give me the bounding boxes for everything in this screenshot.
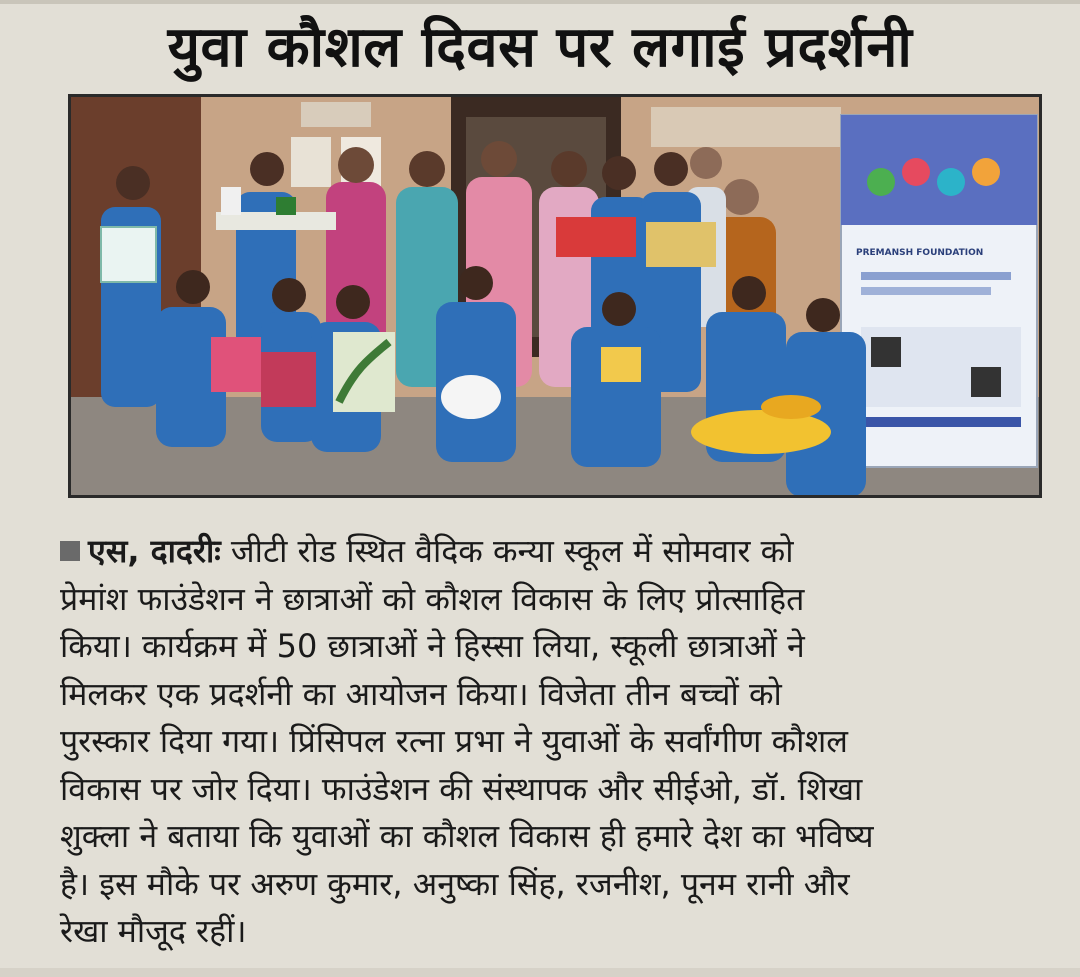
article-line-8: है। इस मौके पर अरुण कुमार, अनुष्का सिंह, रजनीश, पूनम रानी और: [60, 864, 850, 903]
article-line-1-text: जीटी रोड स्थित वैदिक कन्या स्कूल में सोमवार को: [230, 532, 794, 570]
article-line-6: विकास पर जोर दिया। फाउंडेशन की संस्थापक और सीईओ, डॉ. शिखा: [60, 769, 863, 808]
bottom-edge: [0, 968, 1080, 977]
article-line-7: शुक्ला ने बताया कि युवाओं का कौशल विकास ही हमारे देश का भविष्य: [60, 817, 874, 855]
article-line-3: किया। कार्यक्रम में 50 छात्राओं ने हिस्सा लिया, स्कूली छात्राओं ने: [60, 627, 805, 665]
article-line-9: रेखा मौजूद रहीं।: [60, 912, 247, 950]
news-photo: [68, 94, 1042, 498]
article-line-1: [60, 528, 1035, 576]
lead-square-icon: [60, 541, 80, 561]
article-line-4: मिलकर एक प्रदर्शनी का आयोजन किया। विजेता तीन बच्चों को: [60, 674, 782, 713]
dateline: एस, दादरीः: [88, 532, 221, 570]
foundation-banner: [841, 115, 1037, 467]
article-body: [60, 528, 1035, 956]
photo-illustration: [71, 97, 1039, 495]
top-rule: [0, 0, 1080, 4]
article-line-5: पुरस्कार दिया गया। प्रिंसिपल रत्ना प्रभा ने युवाओं के सर्वांगीण कौशल: [60, 722, 848, 760]
article-line-2: प्रेमांश फाउंडेशन ने छात्राओं को कौशल विकास के लिए प्रोत्साहित: [60, 579, 805, 618]
banner-title: PREMANSH FOUNDATION: [856, 248, 984, 258]
headline: युवा कौशल दिवस पर लगाई प्रदर्शनी: [167, 15, 913, 80]
